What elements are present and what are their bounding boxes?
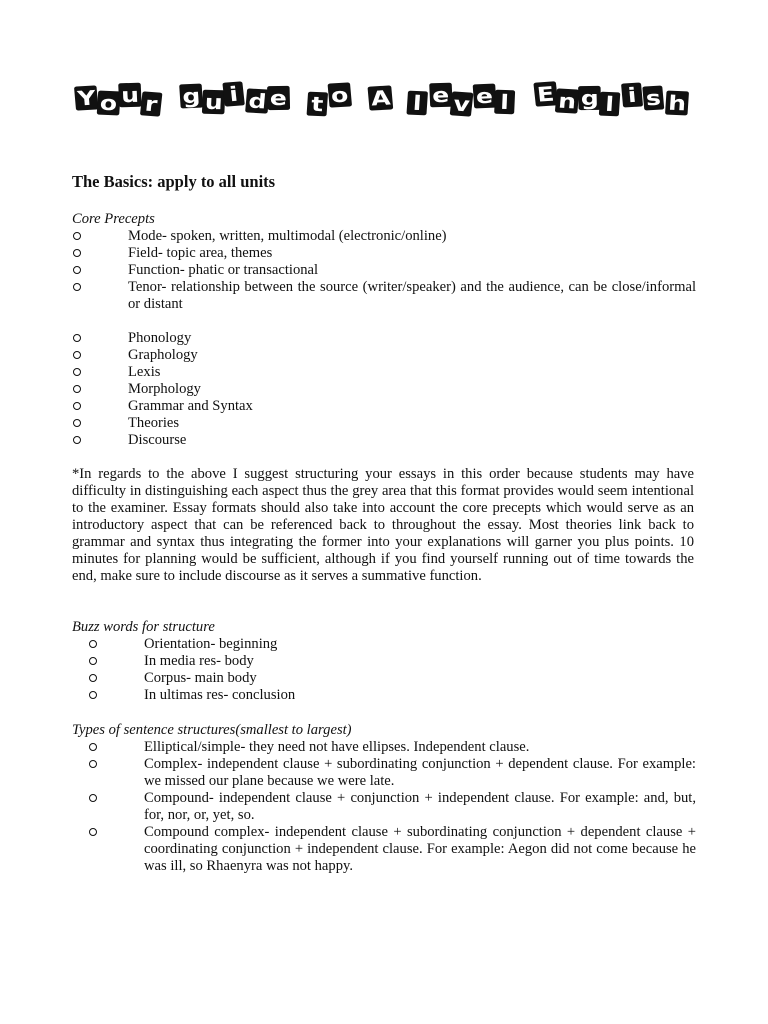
list-item: Orientation- beginning: [72, 636, 696, 653]
bullet-icon: [73, 385, 81, 393]
title-letter: e: [472, 84, 495, 109]
bullet-icon: [73, 249, 81, 257]
title-letter: d: [244, 88, 269, 113]
list-item: Morphology: [72, 381, 696, 398]
title-word: [407, 76, 516, 120]
title-letter: o: [96, 91, 120, 116]
bullet-icon: [73, 283, 81, 291]
bullet-icon: [73, 266, 81, 274]
bullet-icon: [89, 640, 97, 648]
title-word: [368, 76, 390, 120]
bullet-icon: [89, 691, 97, 699]
list-item: Field- topic area, themes: [72, 245, 696, 262]
list-item: Discourse: [72, 432, 696, 449]
list-item: Function- phatic or transactional: [72, 262, 696, 279]
core-precepts-list: [72, 228, 696, 313]
list-item: Tenor- relationship between the source (writer/speaker) and the audience, can be close/informal or distant: [72, 279, 696, 313]
sentence-types-label: Types of sentence structures(smallest to largest): [72, 722, 352, 738]
title-letter: g: [179, 84, 203, 109]
title-word: [534, 76, 687, 120]
bullet-icon: [89, 743, 97, 751]
title-word: [180, 76, 289, 120]
title-letter: g: [577, 86, 600, 110]
bullet-icon: [73, 368, 81, 376]
list-item: Grammar and Syntax: [72, 398, 696, 415]
bullet-icon: [89, 760, 97, 768]
title-letter: h: [664, 91, 688, 116]
bullet-icon: [73, 436, 81, 444]
list-item: Graphology: [72, 347, 696, 364]
list-item: In ultimas res- conclusion: [72, 687, 696, 704]
title-word: [307, 76, 351, 120]
list-item: Compound complex- independent clause + subordinating conjunction + dependent clause + coordinating conjunction + independent clause. For example: Aegon did not come because he was ill, so Rhaenyra was not happy.: [72, 824, 696, 875]
title-letter: e: [267, 86, 289, 110]
title-letter: i: [620, 82, 642, 107]
title-letter: t: [306, 92, 328, 117]
title-letter: i: [222, 81, 245, 106]
title-letter: s: [642, 85, 664, 110]
list-item: Compound- independent clause + conjunction + independent clause. For example: and, but, for, nor, or, yet, so.: [72, 790, 696, 824]
title-letter: r: [139, 91, 162, 116]
list-item: Lexis: [72, 364, 696, 381]
bullet-icon: [73, 232, 81, 240]
list-item: Elliptical/simple- they need not have ellipses. Independent clause.: [72, 739, 696, 756]
title-letter: e: [429, 83, 452, 108]
title-letter: n: [555, 88, 580, 113]
bullet-icon: [89, 794, 97, 802]
core-precepts-label: Core Precepts: [72, 211, 155, 227]
bullet-icon: [73, 334, 81, 342]
title-letter: u: [118, 83, 142, 108]
bullet-icon: [73, 419, 81, 427]
title-letter: E: [533, 81, 558, 106]
list-item: Theories: [72, 415, 696, 432]
list-item: Corpus- main body: [72, 670, 696, 687]
advice-paragraph: *In regards to the above I suggest structuring your essays in this order because students may have difficulty in distinguishing each aspect thus the grey area that this format provides would seem intentional to the examiner. Essay formats should also take into account the core precepts which would serve as an introductory aspect that can be referenced back to throughout the essay. Most theories link back to grammar and syntax thus integrating the former into your explanations will garner you plus points. 10 minutes for planning would be sufficient, although if you find yourself running out of time towards the end, make sure to include discourse as it serves a summative function.: [72, 466, 694, 584]
title-letter: l: [599, 92, 621, 117]
bullet-icon: [73, 402, 81, 410]
sentence-types-list: [72, 739, 696, 875]
title-letter: u: [201, 90, 225, 115]
buzz-words-label: Buzz words for structure: [72, 619, 215, 635]
bullet-icon: [73, 351, 81, 359]
bullet-icon: [89, 657, 97, 665]
title-letter: l: [406, 91, 428, 116]
title-letter: o: [328, 82, 352, 107]
list-item: In media res- body: [72, 653, 696, 670]
title-letter: v: [450, 91, 474, 116]
list-item: Phonology: [72, 330, 696, 347]
frameworks-list: [72, 330, 696, 449]
bullet-icon: [89, 674, 97, 682]
section-heading: The Basics: apply to all units: [72, 172, 276, 191]
bullet-icon: [89, 828, 97, 836]
title-letter: l: [494, 90, 515, 115]
page-title: [75, 76, 768, 120]
title-word: [75, 76, 162, 120]
buzz-words-list: [72, 636, 696, 704]
list-item: Mode- spoken, written, multimodal (electronic/online): [72, 228, 696, 245]
list-item: Complex- independent clause + subordinating conjunction + dependent clause. For example: we missed our plane because we were late.: [72, 756, 696, 790]
title-letter: A: [367, 85, 393, 110]
title-letter: Y: [74, 85, 99, 110]
